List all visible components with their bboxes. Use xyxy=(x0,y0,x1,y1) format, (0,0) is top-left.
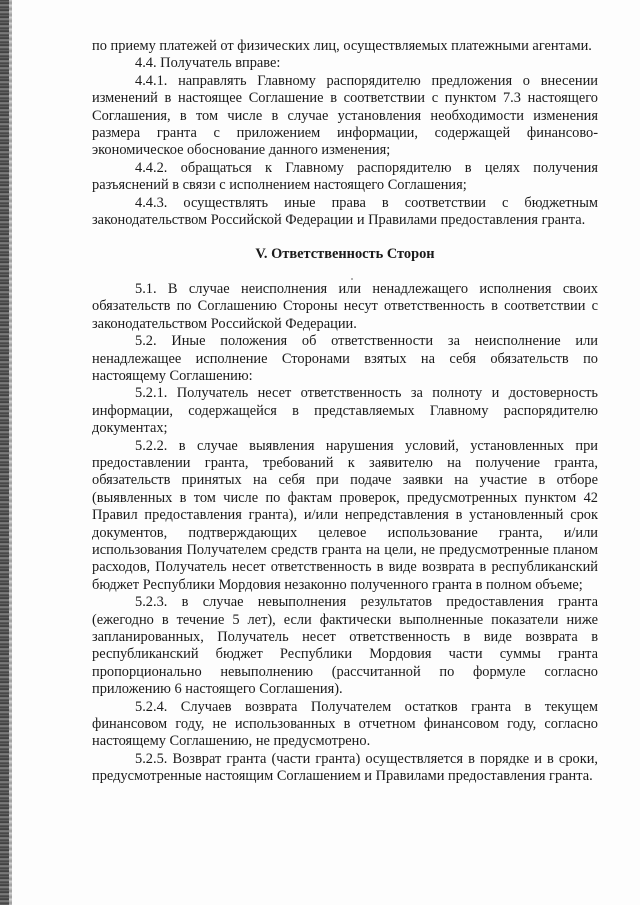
paragraph-continuation: по приему платежей от физических лиц, осуществляемых платежными агентами. xyxy=(92,38,592,54)
paragraph-4-4-1: 4.4.1. направлять Главному распорядителю предложения о внесении изменений в настоящее Соглашение в соответствии с пунктом 7.3 настоящего Соглашения, в том числе в случае установления необходимости изменения размера гранта с приложением информации, содержащей финансово-экономическое обоснование данного изменения; xyxy=(92,72,598,159)
paragraph-5-2-4: 5.2.4. Случаев возврата Получателем остатков гранта в текущем финансовом году, не использованных в отчетном финансовом году, согласно настоящему Соглашению, не предусмотрено. xyxy=(92,698,598,750)
section-heading: V. Ответственность Сторон xyxy=(255,246,435,263)
paragraph-4-4-2: 4.4.2. обращаться к Главному распорядителю в целях получения разъяснений в связи с исполнением настоящего Соглашения; xyxy=(92,159,598,194)
paragraph-5-2-2: 5.2.2. в случае выявления нарушения условий, установленных при предоставлении гранта, требований к заявителю на получение гранта, обязательств принятых на себя при подаче заявки на участие в отборе (выявленных в том числе по фактам проверок, предусмотренных пунктом 42 Правил предоставления гранта), и/или непредставления в установленный срок документов, подтверждающих целевое использование гранта, и/или использования Получателем средств гранта на цели, не предусмотренные планом расходов, Получатель несет ответственность в виде возврата в республиканский бюджет Республики Мордовия незаконно полученного гранта в полном объеме; xyxy=(92,437,598,593)
paragraph-4-4-3: 4.4.3. осуществлять иные права в соответствии с бюджетным законодательством Российской Федерации и Правилами предоставления гранта. xyxy=(92,194,598,229)
paragraph-5-1: 5.1. В случае неисполнения или ненадлежащего исполнения своих обязательств по Соглашению Стороны несут ответственность в соответствии с законодательством Российской Федерации. xyxy=(92,280,598,332)
paragraph-5-2-3: 5.2.3. в случае невыполнения результатов предоставления гранта (ежегодно в течение 5 лет), если фактически выполненные показатели ниже запланированных, Получатель несет ответственность в виде возврата в республиканский бюджет Республики Мордовия части суммы гранта пропорционально невыполнению (рассчитанной по формуле согласно приложению 6 настоящего Соглашения). xyxy=(92,594,598,698)
paragraph-4-4: 4.4. Получатель вправе: xyxy=(135,55,281,72)
paragraph-5-2: 5.2. Иные положения об ответственности за неисполнение или ненадлежащее исполнение Сторонами взятых на себя обязательств по настоящему Соглашению: xyxy=(92,333,598,384)
document-page xyxy=(92,38,598,786)
scan-edge-shadow xyxy=(0,0,9,905)
paragraph-5-2-5: 5.2.5. Возврат гранта (части гранта) осуществляется в порядке и в сроки, предусмотренные настоящим Соглашением и Правилами предоставления гранта. xyxy=(92,750,598,785)
paragraph-5-2-1: 5.2.1. Получатель несет ответственность за полноту и достоверность информации, содержащейся в представляемых Главному распорядителю документах; xyxy=(92,385,598,437)
scan-edge-highlight xyxy=(9,0,12,905)
